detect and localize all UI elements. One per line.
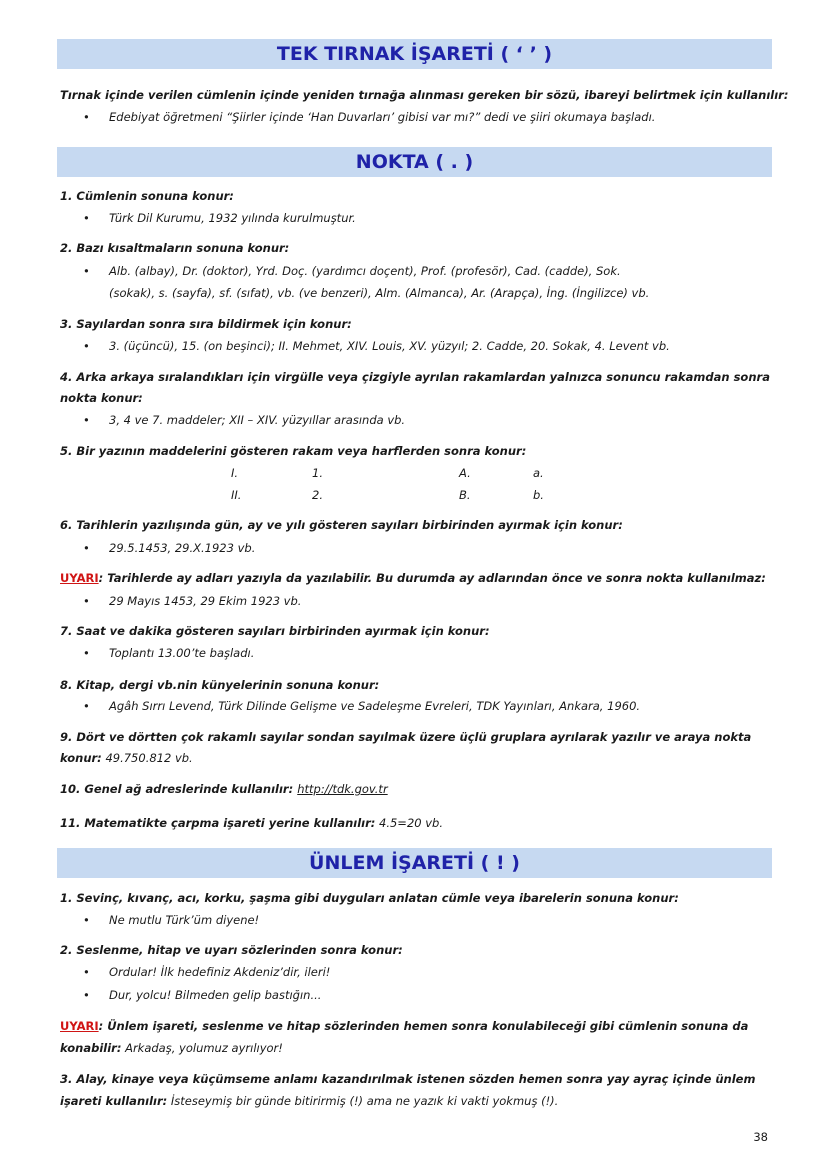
nokta-rule-10	[60, 781, 775, 797]
rule-9-example: 49.750.812 vb.	[101, 751, 193, 765]
nokta-rule-5: 5. Bir yazının maddelerini gösteren rakam veya harflerden sonra konur:	[60, 444, 527, 458]
nokta-rule-2-example-b: (sokak), s. (sayfa), sf. (sıfat), vb. (ve benzeri), Alm. (Almanca), Ar. (Arapça), İng. (İngilizce) vb.	[109, 286, 650, 300]
unlem-warning-b	[60, 1040, 775, 1056]
nokta-rule-3: 3. Sayılardan sonra sıra bildirmek için konur:	[60, 317, 352, 331]
unlem-rule-2: 2. Seslenme, hitap ve uyarı sözlerinden sonra konur:	[60, 943, 403, 957]
bullet: •	[83, 413, 90, 427]
warning-text: : Tarihlerde ay adları yazıyla da yazılabilir. Bu durumda ay adlarından önce ve sonra nokta kullanılmaz:	[98, 571, 766, 585]
nokta-rule-6: 6. Tarihlerin yazılışında gün, ay ve yılı gösteren sayıları birbirinden ayırmak için konur:	[60, 518, 623, 532]
nokta-rule-11	[60, 815, 775, 831]
unlem-rule-3-b	[60, 1093, 775, 1109]
nokta-rule-2-example-a: Alb. (albay), Dr. (doktor), Yrd. Doç. (yardımcı doçent), Prof. (profesör), Cad. (cadde), Sok.	[109, 264, 621, 278]
bullet: •	[83, 541, 90, 555]
tek-tirnak-example: Edebiyat öğretmeni “Şiirler içinde ‘Han Duvarları’ gibisi var mı?” dedi ve şiiri okumaya başladı.	[109, 110, 656, 124]
nokta-rule-1: 1. Cümlenin sonuna konur:	[60, 189, 234, 203]
warning-text-cont: konabilir:	[60, 1041, 122, 1055]
bullet: •	[83, 646, 90, 660]
bullet: •	[83, 339, 90, 353]
grid-cell: B.	[459, 488, 471, 502]
nokta-rule-2: 2. Bazı kısaltmaların sonuna konur:	[60, 241, 290, 255]
unlem-rule-3-a: 3. Alay, kinaye veya küçümseme anlamı kazandırılmak istenen sözden hemen sonra yay ayraç içinde ünlem	[60, 1072, 756, 1086]
warning-label: UYARI	[60, 571, 99, 585]
nokta-warning	[60, 570, 775, 586]
warning-example: Arkadaş, yolumuz ayrılıyor!	[121, 1041, 283, 1055]
unlem-rule-2-example-2: Dur, yolcu! Bilmeden gelip bastığın...	[109, 988, 322, 1002]
grid-cell: 1.	[312, 466, 323, 480]
bullet: •	[83, 594, 90, 608]
bullet: •	[83, 988, 90, 1002]
page-number: 38	[753, 1130, 768, 1144]
tek-tirnak-intro: Tırnak içinde verilen cümlenin içinde yeniden tırnağa alınması gereken bir sözü, ibareyi belirtmek için kullanılır:	[60, 88, 789, 102]
nokta-rule-6-example: 29.5.1453, 29.X.1923 vb.	[109, 541, 256, 555]
grid-cell: I.	[231, 466, 239, 480]
tdk-link[interactable]: http://tdk.gov.tr	[297, 782, 388, 796]
grid-cell: A.	[459, 466, 471, 480]
warning-label: UYARI	[60, 1019, 99, 1033]
nokta-rule-8-example: Agâh Sırrı Levend, Türk Dilinde Gelişme ve Sadeleşme Evreleri, TDK Yayınları, Ankara, 1960.	[109, 699, 641, 713]
nokta-rule-7: 7. Saat ve dakika gösteren sayıları birbirinden ayırmak için konur:	[60, 624, 490, 638]
section-title-unlem: ÜNLEM İŞARETİ ( ! )	[57, 848, 772, 878]
rule-11-example: 4.5=20 vb.	[375, 816, 443, 830]
nokta-rule-1-example: Türk Dil Kurumu, 1932 yılında kurulmuştur.	[109, 211, 356, 225]
rule-3-label: işareti kullanılır:	[60, 1094, 168, 1108]
nokta-rule-9-a: 9. Dört ve dörtten çok rakamlı sayılar sondan sayılmak üzere üçlü gruplara ayrılarak yazılır ve araya nokta	[60, 730, 752, 744]
bullet: •	[83, 110, 90, 124]
unlem-rule-1: 1. Sevinç, kıvanç, acı, korku, şaşma gibi duyguları anlatan cümle veya ibarelerin sonuna konur:	[60, 891, 679, 905]
rule-10-label: 10. Genel ağ adreslerinde kullanılır:	[60, 782, 294, 796]
bullet: •	[83, 913, 90, 927]
nokta-rule-4-a: 4. Arka arkaya sıralandıkları için virgülle veya çizgiyle ayrılan rakamlardan yalnızca sonuncu rakamdan sonra	[60, 370, 770, 384]
grid-cell: 2.	[312, 488, 323, 502]
bullet: •	[83, 965, 90, 979]
bullet: •	[83, 211, 90, 225]
bullet: •	[83, 264, 90, 278]
nokta-rule-4-example: 3, 4 ve 7. maddeler; XII – XIV. yüzyıllar arasında vb.	[109, 413, 406, 427]
nokta-rule-9-b	[60, 750, 775, 766]
section-title-nokta: NOKTA ( . )	[57, 147, 772, 177]
rule-11-label: 11. Matematikte çarpma işareti yerine kullanılır:	[60, 816, 376, 830]
unlem-rule-1-example: Ne mutlu Türk’üm diyene!	[109, 913, 260, 927]
rule-3-example: İsteseymiş bir günde bitirirmiş (!) ama ne yazık ki vakti yokmuş (!).	[167, 1094, 559, 1108]
warning-text: : Ünlem işareti, seslenme ve hitap sözlerinden hemen sonra konulabileceği gibi cümlenin sonuna da	[98, 1019, 749, 1033]
unlem-warning-a	[60, 1018, 775, 1034]
grid-cell: a.	[533, 466, 544, 480]
grid-cell: b.	[533, 488, 544, 502]
unlem-rule-2-example-1: Ordular! İlk hedefiniz Akdeniz’dir, ileri!	[109, 965, 331, 979]
nokta-rule-4-b: nokta konur:	[60, 391, 143, 405]
bullet: •	[83, 699, 90, 713]
section-title-tek-tirnak: TEK TIRNAK İŞARETİ ( ‘ ’ )	[57, 39, 772, 69]
nokta-warning-example: 29 Mayıs 1453, 29 Ekim 1923 vb.	[109, 594, 302, 608]
nokta-rule-8: 8. Kitap, dergi vb.nin künyelerinin sonuna konur:	[60, 678, 380, 692]
nokta-rule-3-example: 3. (üçüncü), 15. (on beşinci); II. Mehmet, XIV. Louis, XV. yüzyıl; 2. Cadde, 20. Sokak, 4. Levent vb.	[109, 339, 670, 353]
grid-cell: II.	[231, 488, 242, 502]
nokta-rule-7-example: Toplantı 13.00’te başladı.	[109, 646, 255, 660]
rule-9-label: konur:	[60, 751, 102, 765]
